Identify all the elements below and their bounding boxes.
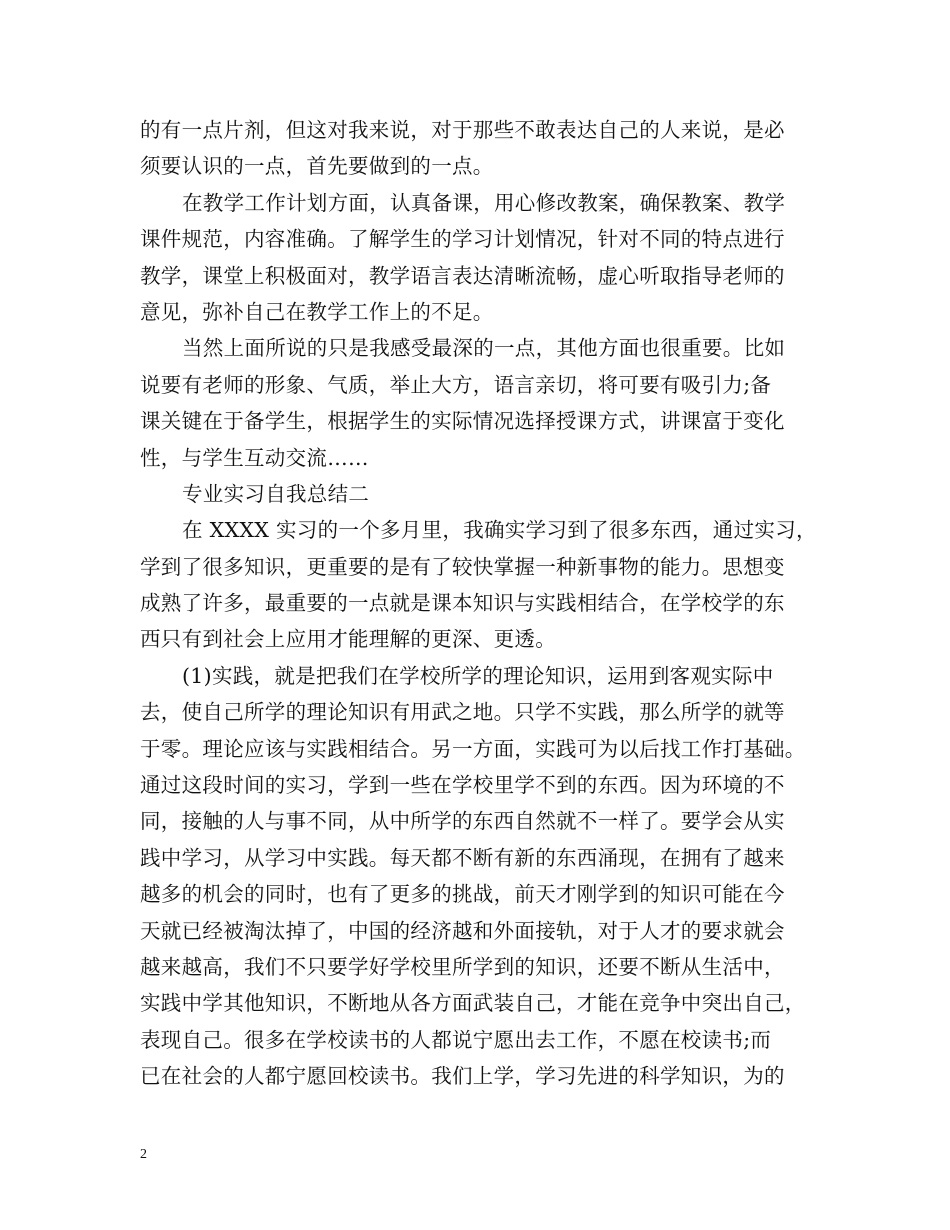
text-line: 须要认识的一点，首先要做到的一点。 [140,154,494,179]
text-line: 说要有老师的形象、气质，举止大方，语言亲切，将可要有吸引力;备 [140,372,772,397]
text-line: 在教学工作计划方面，认真备课，用心修改教案，确保教案、教学 [182,190,786,215]
text-line: 课关键在于备学生，根据学生的实际情况选择授课方式，讲课富于变化 [140,409,785,434]
text-line: 于零。理论应该与实践相结合。另一方面，实践可为以后找工作打基础。 [140,736,806,761]
text-line: 已在社会的人都宁愿回校读书。我们上学，学习先进的科学知识，为的 [140,1064,785,1089]
text-line: 表现自己。很多在学校读书的人都说宁愿出去工作，不愿在校读书;而 [140,1027,772,1052]
text-line: 实践中学其他知识，不断地从各方面武装自己，才能在竞争中突出自己， [140,991,806,1016]
page-number: 2 [140,1147,147,1162]
text-line: 的有一点片剂，但这对我来说，对于那些不敢表达自己的人来说，是必 [140,118,785,142]
text-line: 在 XXXX 实习的一个多月里，我确实学习到了很多东西，通过实习， [182,518,817,543]
body-text [140,112,830,1095]
text-line: 越多的机会的同时，也有了更多的挑战，前天才刚学到的知识可能在今 [140,882,785,907]
text-line: 去，使自己所学的理论知识有用武之地。只学不实践，那么所学的就等 [140,700,785,725]
text-line: 教学，课堂上积极面对，教学语言表达清晰流畅，虚心听取指导老师的 [140,263,785,288]
text-line: 越来越高，我们不只要学好学校里所学到的知识，还要不断从生活中， [140,954,785,979]
text-line: 学到了很多知识，更重要的是有了较快掌握一种新事物的能力。思想变 [140,554,785,579]
text-line: 通过这段时间的实习，学到一些在学校里学不到的东西。因为环境的不 [140,773,785,798]
text-line: 性，与学生互动交流…… [140,445,369,470]
text-line: 西只有到社会上应用才能理解的更深、更透。 [140,627,556,652]
text-line: 同，接触的人与事不同，从中所学的东西自然就不一样了。要学会从实 [140,809,785,834]
text-line: 课件规范，内容准确。了解学生的学习计划情况，针对不同的特点进行 [140,227,785,252]
text-line: 成熟了许多，最重要的一点就是课本知识与实践相结合，在学校学的东 [140,591,785,616]
section-heading: 专业实习自我总结二 [182,481,370,506]
text-line: 践中学习，从学习中实践。每天都不断有新的东西涌现，在拥有了越来 [140,845,785,870]
text-line: (1)实践，就是把我们在学校所学的理论知识，运用到客观实际中 [182,663,774,688]
text-line: 天就已经被淘汰掉了，中国的经济越和外面接轨，对于人才的要求就会 [140,918,785,943]
text-line: 当然上面所说的只是我感受最深的一点，其他方面也很重要。比如 [182,336,786,361]
text-line: 意见，弥补自己在教学工作上的不足。 [140,299,494,324]
